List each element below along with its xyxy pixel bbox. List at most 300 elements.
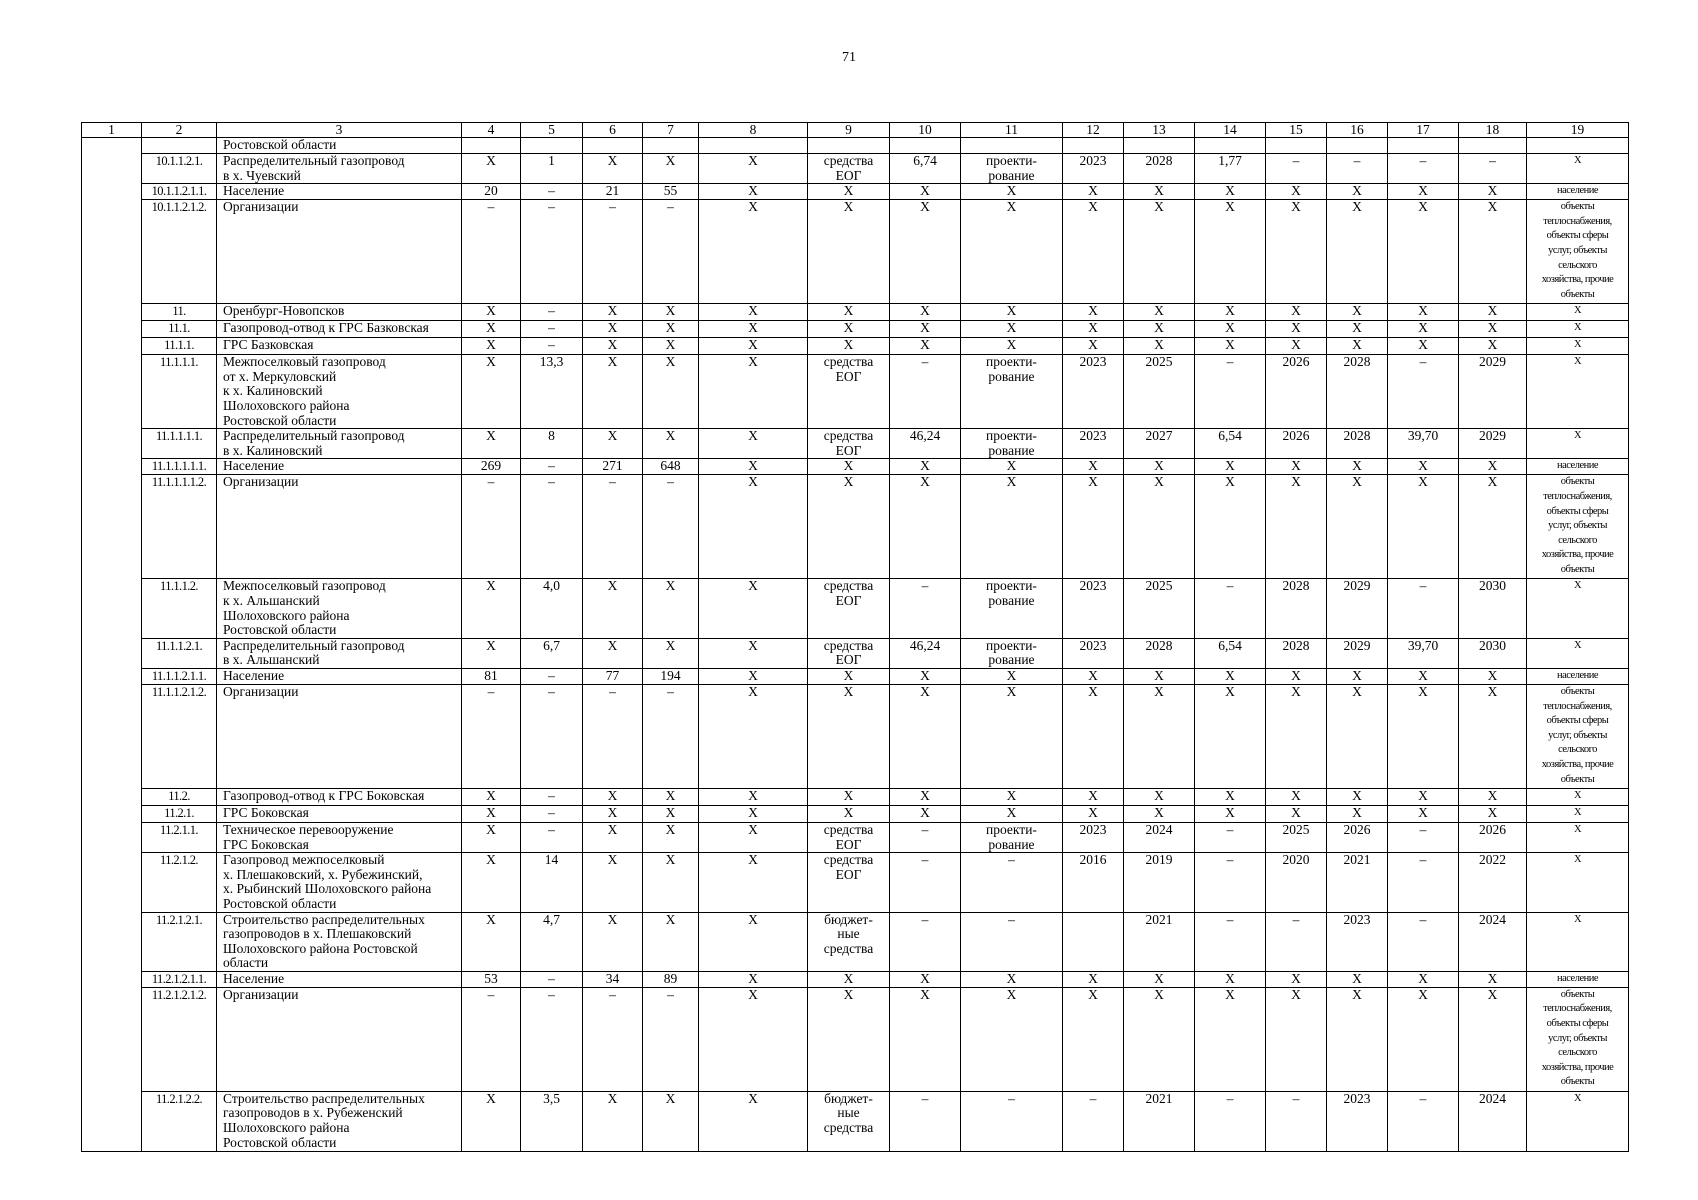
header-cell-4: 4 <box>462 123 521 138</box>
object-name-cell: Распределительный газопровод в х. Чуевский <box>217 154 462 184</box>
table-cell: X <box>1195 338 1266 355</box>
table-cell: – <box>1388 822 1459 852</box>
table-cell: X <box>1195 987 1266 1091</box>
table-cell: проекти- рование <box>961 822 1063 852</box>
object-name-cell: Население <box>217 971 462 987</box>
table-cell: X <box>1195 321 1266 338</box>
table-cell: X <box>699 912 808 971</box>
table-cell: 81 <box>462 668 521 684</box>
table-cell: X <box>961 184 1063 200</box>
code-cell: 11.1.1.1.1. <box>142 429 217 459</box>
table-cell: – <box>521 668 583 684</box>
table-cell: – <box>583 200 643 304</box>
object-name-cell: Газопровод межпоселковый х. Плешаковский, х. Рубежинский, х. Рыбинский Шолоховского района Ростовской области <box>217 853 462 912</box>
table-cell: 4,0 <box>521 579 583 638</box>
table-cell: X <box>808 338 890 355</box>
header-cell-8: 8 <box>699 123 808 138</box>
table-cell: 6,7 <box>521 638 583 668</box>
table-cell: – <box>1195 912 1266 971</box>
table-cell: X <box>1266 459 1327 475</box>
table-cell: X <box>1266 668 1327 684</box>
table-cell: X <box>1124 788 1195 805</box>
table-cell: 2023 <box>1063 154 1124 184</box>
table-cell: – <box>1266 154 1327 184</box>
code-cell: 11.1.1.1.1.1. <box>142 459 217 475</box>
table-cell: X <box>643 579 699 638</box>
table-cell: X <box>583 429 643 459</box>
table-cell: X <box>808 987 890 1091</box>
table-cell: X <box>1124 668 1195 684</box>
table-cell: X <box>961 971 1063 987</box>
table-cell: X <box>1266 475 1327 579</box>
row-number-cell <box>82 138 142 154</box>
table-cell: X <box>1327 668 1388 684</box>
table-cell: 3,5 <box>521 1091 583 1151</box>
object-name-cell: Строительство распределительных газопроводов в х. Плешаковский Шолоховского района Ростовской области <box>217 912 462 971</box>
table-cell: X <box>643 638 699 668</box>
table-row <box>82 579 1629 638</box>
table-cell: X <box>699 971 808 987</box>
table-cell: – <box>1388 1091 1459 1151</box>
table-cell: – <box>583 475 643 579</box>
table-cell: 4,7 <box>521 912 583 971</box>
table-row <box>82 321 1629 338</box>
table-cell: X <box>1459 668 1527 684</box>
table-cell: X <box>643 788 699 805</box>
table-cell: бюджет- ные средства <box>808 1091 890 1151</box>
table-cell: X <box>808 184 890 200</box>
code-cell: 11.2. <box>142 788 217 805</box>
table-cell: X <box>1063 184 1124 200</box>
row-number-cell <box>82 987 142 1091</box>
table-cell: X <box>583 853 643 912</box>
object-name-cell: ГРС Боковская <box>217 805 462 822</box>
table-cell: X <box>1195 805 1266 822</box>
table-cell: X <box>890 200 961 304</box>
table-cell: – <box>521 805 583 822</box>
object-name-cell: Межпоселковый газопровод от х. Меркуловский к х. Калиновский Шолоховского района Ростовской области <box>217 355 462 429</box>
table-cell: – <box>643 200 699 304</box>
table-cell: X <box>1195 184 1266 200</box>
table-cell: X <box>643 822 699 852</box>
table-cell: X <box>462 154 521 184</box>
table-cell: 8 <box>521 429 583 459</box>
table-cell: X <box>1266 321 1327 338</box>
table-cell: 20 <box>462 184 521 200</box>
table-row <box>82 805 1629 822</box>
table-cell: X <box>643 321 699 338</box>
table-cell: – <box>961 912 1063 971</box>
table-cell: X <box>1266 184 1327 200</box>
table-cell: X <box>808 684 890 788</box>
table-cell: – <box>521 304 583 321</box>
table-row <box>82 638 1629 668</box>
table-cell: X <box>1124 459 1195 475</box>
table-cell: X <box>1195 668 1266 684</box>
table-cell: – <box>1266 1091 1327 1151</box>
table-cell: – <box>961 1091 1063 1151</box>
table-cell: X <box>1195 475 1266 579</box>
consumer-type-cell: объекты теплоснабжения, объекты сферы услуг, объекты сельского хозяйства, прочие объекты <box>1527 200 1629 304</box>
table-cell: X <box>1063 459 1124 475</box>
table-cell: X <box>1388 971 1459 987</box>
code-cell: 11.2.1.2.2. <box>142 1091 217 1151</box>
table-cell: 2024 <box>1124 822 1195 852</box>
table-cell: X <box>583 355 643 429</box>
table-cell: X <box>1459 987 1527 1091</box>
table-cell: X <box>699 355 808 429</box>
table-cell: X <box>699 154 808 184</box>
object-name-cell: Оренбург-Новопсков <box>217 304 462 321</box>
table-cell: X <box>643 1091 699 1151</box>
consumer-type-cell: население <box>1527 668 1629 684</box>
header-cell-14: 14 <box>1195 123 1266 138</box>
table-cell <box>699 138 808 154</box>
row-number-cell <box>82 788 142 805</box>
table-cell: X <box>1063 684 1124 788</box>
table-cell: 2024 <box>1459 912 1527 971</box>
table-cell: X <box>1063 304 1124 321</box>
consumer-type-cell: объекты теплоснабжения, объекты сферы услуг, объекты сельского хозяйства, прочие объекты <box>1527 684 1629 788</box>
table-cell: X <box>699 668 808 684</box>
table-cell: – <box>583 987 643 1091</box>
table-cell: X <box>1388 321 1459 338</box>
table-cell: X <box>462 429 521 459</box>
object-name-cell: Организации <box>217 987 462 1091</box>
table-cell: 2023 <box>1327 912 1388 971</box>
consumer-type-cell: X <box>1527 853 1629 912</box>
consumer-type-cell: X <box>1527 822 1629 852</box>
table-cell: 2023 <box>1063 579 1124 638</box>
table-cell: X <box>1327 987 1388 1091</box>
table-cell: – <box>643 987 699 1091</box>
table-row <box>82 338 1629 355</box>
table-cell: X <box>699 184 808 200</box>
table-cell: 6,54 <box>1195 638 1266 668</box>
table-cell: X <box>1327 321 1388 338</box>
table-cell: X <box>583 638 643 668</box>
table-cell: – <box>462 200 521 304</box>
row-number-cell <box>82 321 142 338</box>
table-cell: X <box>462 304 521 321</box>
header-cell-11: 11 <box>961 123 1063 138</box>
header-cell-13: 13 <box>1124 123 1195 138</box>
table-cell: – <box>890 355 961 429</box>
table-cell: X <box>1124 971 1195 987</box>
table-cell: X <box>462 853 521 912</box>
table-cell: 2021 <box>1124 912 1195 971</box>
consumer-type-cell: X <box>1527 912 1629 971</box>
header-cell-1: 1 <box>82 123 142 138</box>
table-cell: – <box>1459 154 1527 184</box>
table-cell: X <box>1063 668 1124 684</box>
table-cell: – <box>1388 912 1459 971</box>
row-number-cell <box>82 200 142 304</box>
consumer-type-cell: население <box>1527 459 1629 475</box>
table-row <box>82 788 1629 805</box>
table-cell: X <box>699 684 808 788</box>
table-body <box>82 123 1629 1152</box>
table-cell: X <box>1195 200 1266 304</box>
table-cell: X <box>1063 200 1124 304</box>
code-cell: 11.2.1.2.1. <box>142 912 217 971</box>
table-cell: – <box>1388 154 1459 184</box>
header-cell-15: 15 <box>1266 123 1327 138</box>
table-cell: X <box>1124 200 1195 304</box>
table-cell: – <box>583 684 643 788</box>
table-cell: 269 <box>462 459 521 475</box>
table-cell: 2029 <box>1327 638 1388 668</box>
table-cell: проекти- рование <box>961 355 1063 429</box>
table-cell: – <box>521 321 583 338</box>
code-cell: 11.2.1.2.1.1. <box>142 971 217 987</box>
table-cell: проекти- рование <box>961 579 1063 638</box>
table-cell: 2028 <box>1124 154 1195 184</box>
table-cell: X <box>1266 971 1327 987</box>
code-cell: 11.1.1.2.1. <box>142 638 217 668</box>
table-cell: X <box>1195 684 1266 788</box>
table-cell: 2021 <box>1124 1091 1195 1151</box>
table-cell: 39,70 <box>1388 638 1459 668</box>
table-cell: X <box>890 184 961 200</box>
table-cell: X <box>1327 184 1388 200</box>
table-cell: X <box>583 304 643 321</box>
code-cell: 11.2.1.1. <box>142 822 217 852</box>
table-cell: X <box>808 805 890 822</box>
table-cell: X <box>961 200 1063 304</box>
table-cell: – <box>521 459 583 475</box>
table-cell: X <box>1327 459 1388 475</box>
table-cell: – <box>1266 912 1327 971</box>
code-cell: 10.1.1.2.1.2. <box>142 200 217 304</box>
table-cell: – <box>1195 853 1266 912</box>
table-cell: X <box>808 788 890 805</box>
table-cell: X <box>1266 805 1327 822</box>
table-cell: – <box>890 853 961 912</box>
table-cell: X <box>1327 805 1388 822</box>
table-cell: X <box>583 154 643 184</box>
row-number-cell <box>82 668 142 684</box>
row-number-cell <box>82 853 142 912</box>
table-cell: X <box>1124 805 1195 822</box>
consumer-type-cell: X <box>1527 338 1629 355</box>
table-cell <box>1266 138 1327 154</box>
table-cell: средства ЕОГ <box>808 355 890 429</box>
table-cell: средства ЕОГ <box>808 429 890 459</box>
table-cell: X <box>961 805 1063 822</box>
table-cell: X <box>462 822 521 852</box>
table-row <box>82 684 1629 788</box>
table-row <box>82 475 1629 579</box>
table-cell: X <box>1388 459 1459 475</box>
table-cell: 2016 <box>1063 853 1124 912</box>
table-cell: X <box>583 805 643 822</box>
row-number-cell <box>82 154 142 184</box>
row-number-cell <box>82 459 142 475</box>
table-cell: бюджет- ные средства <box>808 912 890 971</box>
table-cell: X <box>1063 971 1124 987</box>
code-cell: 11.1.1.1. <box>142 355 217 429</box>
table-cell: X <box>583 912 643 971</box>
consumer-type-cell: X <box>1527 321 1629 338</box>
table-cell: 2023 <box>1063 355 1124 429</box>
table-cell: 2029 <box>1459 429 1527 459</box>
consumer-type-cell: X <box>1527 429 1629 459</box>
table-cell: X <box>643 355 699 429</box>
table-cell: 2028 <box>1266 638 1327 668</box>
table-cell: X <box>1459 971 1527 987</box>
table-cell: X <box>961 321 1063 338</box>
table-cell: X <box>699 304 808 321</box>
table-cell: X <box>699 638 808 668</box>
table-cell: 77 <box>583 668 643 684</box>
table-cell: X <box>1327 475 1388 579</box>
code-cell: 11.1. <box>142 321 217 338</box>
header-cell-10: 10 <box>890 123 961 138</box>
table-cell: X <box>1327 684 1388 788</box>
table-cell <box>583 138 643 154</box>
consumer-type-cell: объекты теплоснабжения, объекты сферы услуг, объекты сельского хозяйства, прочие объекты <box>1527 987 1629 1091</box>
table-cell: 194 <box>643 668 699 684</box>
consumer-type-cell: X <box>1527 788 1629 805</box>
table-cell: средства ЕОГ <box>808 822 890 852</box>
object-name-cell: Население <box>217 668 462 684</box>
table-cell: 2025 <box>1124 579 1195 638</box>
table-cell: – <box>1388 579 1459 638</box>
table-cell <box>961 138 1063 154</box>
code-cell: 11.1.1.2.1.2. <box>142 684 217 788</box>
table-cell: – <box>521 788 583 805</box>
table-cell: X <box>1063 788 1124 805</box>
table-cell <box>1063 912 1124 971</box>
table-cell: – <box>643 475 699 579</box>
table-cell: X <box>1195 304 1266 321</box>
object-name-cell: Газопровод-отвод к ГРС Боковская <box>217 788 462 805</box>
table-cell: X <box>808 459 890 475</box>
table-cell: X <box>1327 788 1388 805</box>
table-cell: 2023 <box>1063 638 1124 668</box>
table-cell: X <box>890 987 961 1091</box>
table-cell: X <box>1124 338 1195 355</box>
table-cell: X <box>699 459 808 475</box>
table-cell: X <box>1459 338 1527 355</box>
table-cell: средства ЕОГ <box>808 579 890 638</box>
table-cell: X <box>1388 304 1459 321</box>
table-cell: X <box>699 321 808 338</box>
table-cell: – <box>1327 154 1388 184</box>
table-cell: X <box>699 822 808 852</box>
table-row <box>82 138 1629 154</box>
table-cell: X <box>1459 184 1527 200</box>
table-cell: X <box>1459 321 1527 338</box>
table-cell: – <box>521 200 583 304</box>
row-number-cell <box>82 638 142 668</box>
row-number-cell <box>82 805 142 822</box>
table-cell: 6,74 <box>890 154 961 184</box>
table-cell: X <box>699 987 808 1091</box>
table-cell: X <box>699 429 808 459</box>
table-cell: X <box>808 321 890 338</box>
header-cell-6: 6 <box>583 123 643 138</box>
table-cell: 2026 <box>1266 429 1327 459</box>
table-cell: X <box>961 668 1063 684</box>
table-cell: 2023 <box>1063 429 1124 459</box>
table-cell: X <box>1266 987 1327 1091</box>
table-cell: 2027 <box>1124 429 1195 459</box>
table-cell: 6,54 <box>1195 429 1266 459</box>
table-cell: X <box>462 579 521 638</box>
code-cell: 11.1.1.1.1.2. <box>142 475 217 579</box>
object-name-cell: Распределительный газопровод в х. Калиновский <box>217 429 462 459</box>
table-cell: X <box>1459 475 1527 579</box>
table-cell: 14 <box>521 853 583 912</box>
table-cell: 21 <box>583 184 643 200</box>
table-row <box>82 200 1629 304</box>
table-cell: X <box>643 853 699 912</box>
table-cell: X <box>1388 475 1459 579</box>
object-name-cell: Население <box>217 184 462 200</box>
header-row <box>82 123 1629 138</box>
object-name-cell: Ростовской области <box>217 138 462 154</box>
header-cell-18: 18 <box>1459 123 1527 138</box>
table-cell: X <box>961 987 1063 1091</box>
table-cell: 2026 <box>1327 822 1388 852</box>
row-number-cell <box>82 304 142 321</box>
table-cell: – <box>521 184 583 200</box>
table-cell: средства ЕОГ <box>808 853 890 912</box>
table-cell: X <box>583 321 643 338</box>
table-cell: – <box>1195 579 1266 638</box>
table-cell: X <box>1124 304 1195 321</box>
code-cell: 10.1.1.2.1. <box>142 154 217 184</box>
table-cell: X <box>1063 338 1124 355</box>
table-cell: 2030 <box>1459 579 1527 638</box>
table-cell <box>521 138 583 154</box>
table-cell: X <box>890 788 961 805</box>
table-cell: X <box>1063 475 1124 579</box>
table-cell <box>1063 138 1124 154</box>
table-row <box>82 459 1629 475</box>
consumer-type-cell: X <box>1527 638 1629 668</box>
table-cell: 46,24 <box>890 638 961 668</box>
table-cell: X <box>808 304 890 321</box>
table-row <box>82 355 1629 429</box>
table-cell: X <box>1327 304 1388 321</box>
data-table <box>81 122 1629 1152</box>
table-cell: X <box>462 638 521 668</box>
header-cell-19: 19 <box>1527 123 1629 138</box>
table-cell: 13,3 <box>521 355 583 429</box>
table-cell: X <box>890 684 961 788</box>
table-cell: X <box>890 321 961 338</box>
table-cell: – <box>521 987 583 1091</box>
code-cell: 10.1.1.2.1.1. <box>142 184 217 200</box>
table-cell: X <box>1195 971 1266 987</box>
table-cell: X <box>961 475 1063 579</box>
page-number: 71 <box>842 50 856 65</box>
table-cell: X <box>643 429 699 459</box>
consumer-type-cell: X <box>1527 154 1629 184</box>
consumer-type-cell: X <box>1527 355 1629 429</box>
table-cell: – <box>462 475 521 579</box>
table-cell: проекти- рование <box>961 154 1063 184</box>
table-cell: X <box>1124 475 1195 579</box>
table-cell: – <box>521 684 583 788</box>
table-row <box>82 1091 1629 1151</box>
table-cell: проекти- рование <box>961 638 1063 668</box>
table-cell <box>1195 138 1266 154</box>
table-cell <box>1388 138 1459 154</box>
